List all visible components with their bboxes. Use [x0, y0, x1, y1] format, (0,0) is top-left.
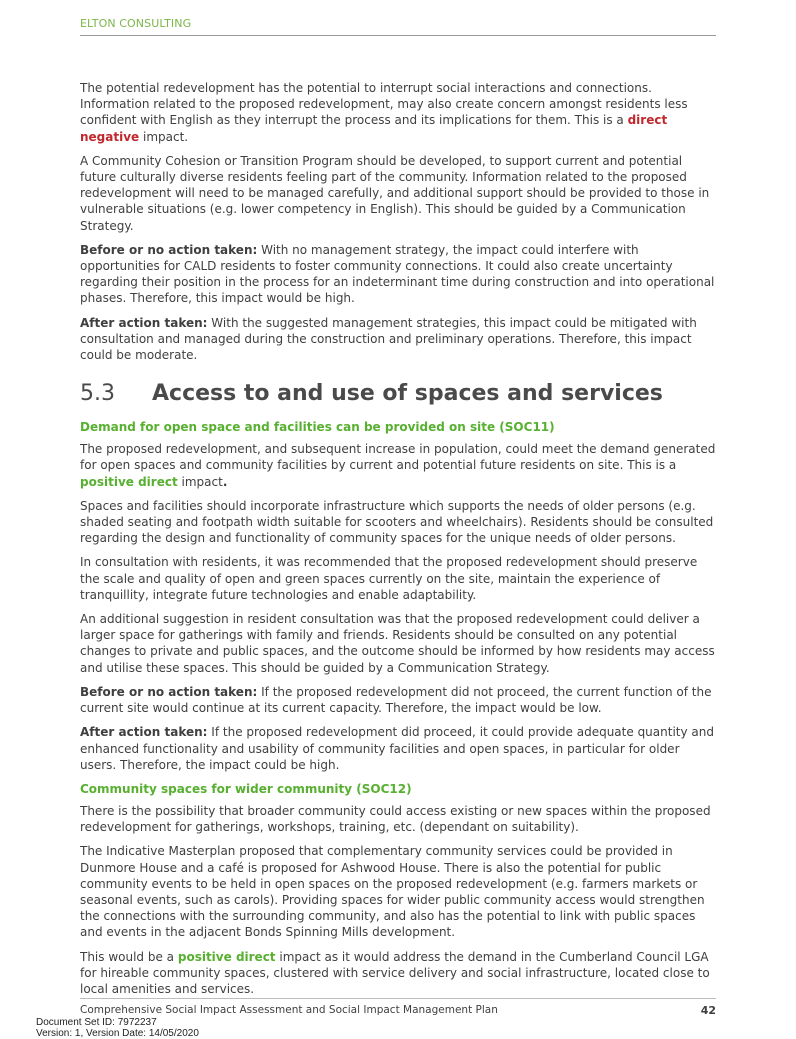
- page-number: 42: [701, 1004, 716, 1017]
- soc12-heading: Community spaces for wider community (SOC12): [80, 781, 718, 797]
- impact-type-positive: positive direct: [178, 950, 276, 964]
- page-content: [80, 80, 718, 1005]
- section-number: 5.3: [80, 379, 152, 409]
- soc11-before-action: Before or no action taken: If the proposed redevelopment did not proceed, the current function of the current site would continue at its current capacity. Therefore, the impact would be low.: [80, 684, 718, 716]
- soc11-paragraph-1: The proposed redevelopment, and subsequent increase in population, could meet the demand generated for open spaces and community facilities by current and potential future residents on site. This is a positive direct impact.: [80, 441, 718, 490]
- intro-after-action: After action taken: With the suggested management strategies, this impact could be mitigated with consultation and managed during the construction and preliminary operations. Therefore, this impact could be moderate.: [80, 315, 718, 364]
- page-footer: [80, 998, 716, 1020]
- section-heading: [80, 379, 718, 409]
- impact-type-negative: direct negative: [80, 113, 667, 143]
- company-name: ELTON CONSULTING: [80, 17, 191, 30]
- document-version: Version: 1, Version Date: 14/05/2020: [36, 1029, 199, 1039]
- intro-before-action: Before or no action taken: With no management strategy, the impact could interfere with opportunities for CALD residents to foster community connections. It could also create uncertainty regarding their position in the process for an indeterminant time during construction and into operational phases. Therefore, this impact would be high.: [80, 242, 718, 307]
- after-label: After action taken:: [80, 725, 207, 739]
- after-label: After action taken:: [80, 316, 207, 330]
- document-set-id: Document Set ID: 7972237: [36, 1018, 199, 1029]
- soc11-heading: Demand for open space and facilities can be provided on site (SOC11): [80, 419, 718, 435]
- before-label: Before or no action taken:: [80, 685, 257, 699]
- section-title: Access to and use of spaces and services: [152, 381, 663, 406]
- intro-paragraph-2: A Community Cohesion or Transition Program should be developed, to support current and potential future culturally diverse residents feeling part of the community. Information related to the proposed redevelopment will need to be managed carefully, and additional support should be provided to those in vulnerable situations (e.g. lower competency in English). This should be guided by a Communication Strategy.: [80, 153, 718, 234]
- footer-document-title: Comprehensive Social Impact Assessment and Social Impact Management Plan: [80, 1004, 498, 1016]
- soc11-after-action: After action taken: If the proposed redevelopment did proceed, it could provide adequate quantity and enhanced functionality and usability of community facilities and open spaces, in particular for older users. Therefore, the impact could be high.: [80, 724, 718, 773]
- soc11-paragraph-3: In consultation with residents, it was recommended that the proposed redevelopment should preserve the scale and quality of open and green spaces currently on the site, maintain the experience of tranquillity, integrate future technologies and enable adaptability.: [80, 554, 718, 603]
- soc11-paragraph-4: An additional suggestion in resident consultation was that the proposed redevelopment could deliver a larger space for gatherings with family and friends. Residents should be consulted on any potential changes to private and public spaces, and the outcome should be informed by how residents may access and utilise these spaces. This should be guided by a Communication Strategy.: [80, 611, 718, 676]
- before-label: Before or no action taken:: [80, 243, 257, 257]
- soc11-paragraph-2: Spaces and facilities should incorporate infrastructure which supports the needs of older persons (e.g. shaded seating and footpath width suitable for scooters and wheelchairs). Residents should be consulted regarding the design and functionality of community spaces for the unique needs of older persons.: [80, 498, 718, 547]
- page-header: [80, 17, 716, 36]
- soc12-paragraph-2: The Indicative Masterplan proposed that complementary community services could be provided in Dunmore House and a café is proposed for Ashwood House. There is also the potential for public community events to be held in open spaces on the proposed redevelopment (e.g. farmers markets or seasonal events, such as carols). Providing spaces for wider public community access would strengthen the connections with the surrounding community, and also has the potential to link with public spaces and events in the adjacent Bonds Spinning Mills development.: [80, 843, 718, 940]
- intro-paragraph-1: The potential redevelopment has the potential to interrupt social interactions and connections. Information related to the proposed redevelopment, may also create concern amongst residents less confident with English as they interrupt the process and its implications for them. This is a direct negative impact.: [80, 80, 718, 145]
- soc12-paragraph-3: This would be a positive direct impact as it would address the demand in the Cumberland Council LGA for hireable community spaces, clustered with service delivery and social infrastructure, located close to local amenities and services.: [80, 949, 718, 998]
- soc12-paragraph-1: There is the possibility that broader community could access existing or new spaces within the proposed redevelopment for gatherings, workshops, training, etc. (dependant on suitability).: [80, 803, 718, 835]
- impact-type-positive: positive direct: [80, 475, 178, 489]
